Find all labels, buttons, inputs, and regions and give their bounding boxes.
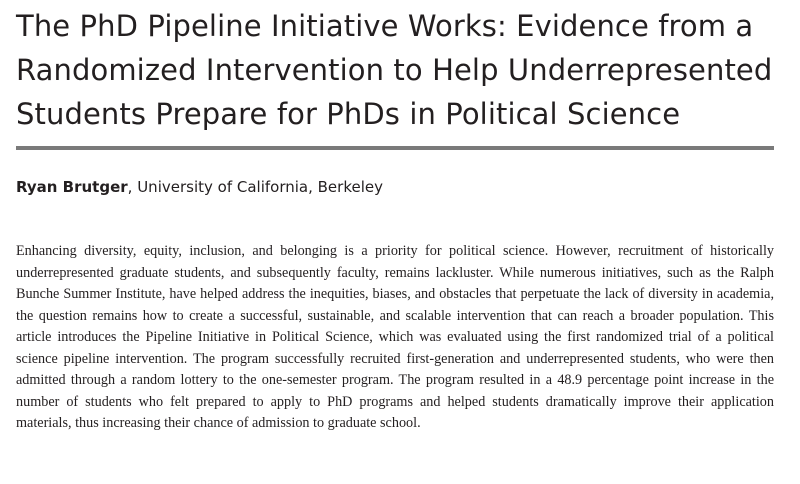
author-byline xyxy=(16,177,383,197)
article-title: The PhD Pipeline Initiative Works: Evidence from a Randomized Intervention to Help Underrepresented Students Prepare for PhDs in Political Science xyxy=(16,9,773,131)
title-divider xyxy=(16,146,774,150)
author-affiliation: , University of California, Berkeley xyxy=(127,178,383,196)
author-name: Ryan Brutger xyxy=(16,178,128,196)
abstract-paragraph: Enhancing diversity, equity, inclusion, and belonging is a priority for political science. However, recruitment of historically underrepresented graduate students, and subsequently faculty, remains lackluster. While numerous initiatives, such as the Ralph Bunche Summer Institute, have helped address the inequities, biases, and obstacles that perpetuate the lack of diversity in academia, the question remains how to create a successful, sustainable, and scalable intervention that can reach a broader population. This article introduces the Pipeline Initiative in Political Science, which was evaluated using the first randomized trial of a political science pipeline intervention. The program successfully recruited first-generation and underrepresented students, who were then admitted through a random lottery to the one-semester program. The program resulted in a 48.9 percentage point increase in the number of students who felt prepared to apply to PhD programs and helped students dramatically improve their application materials, thus increasing their chance of admission to graduate school. xyxy=(16,243,774,431)
